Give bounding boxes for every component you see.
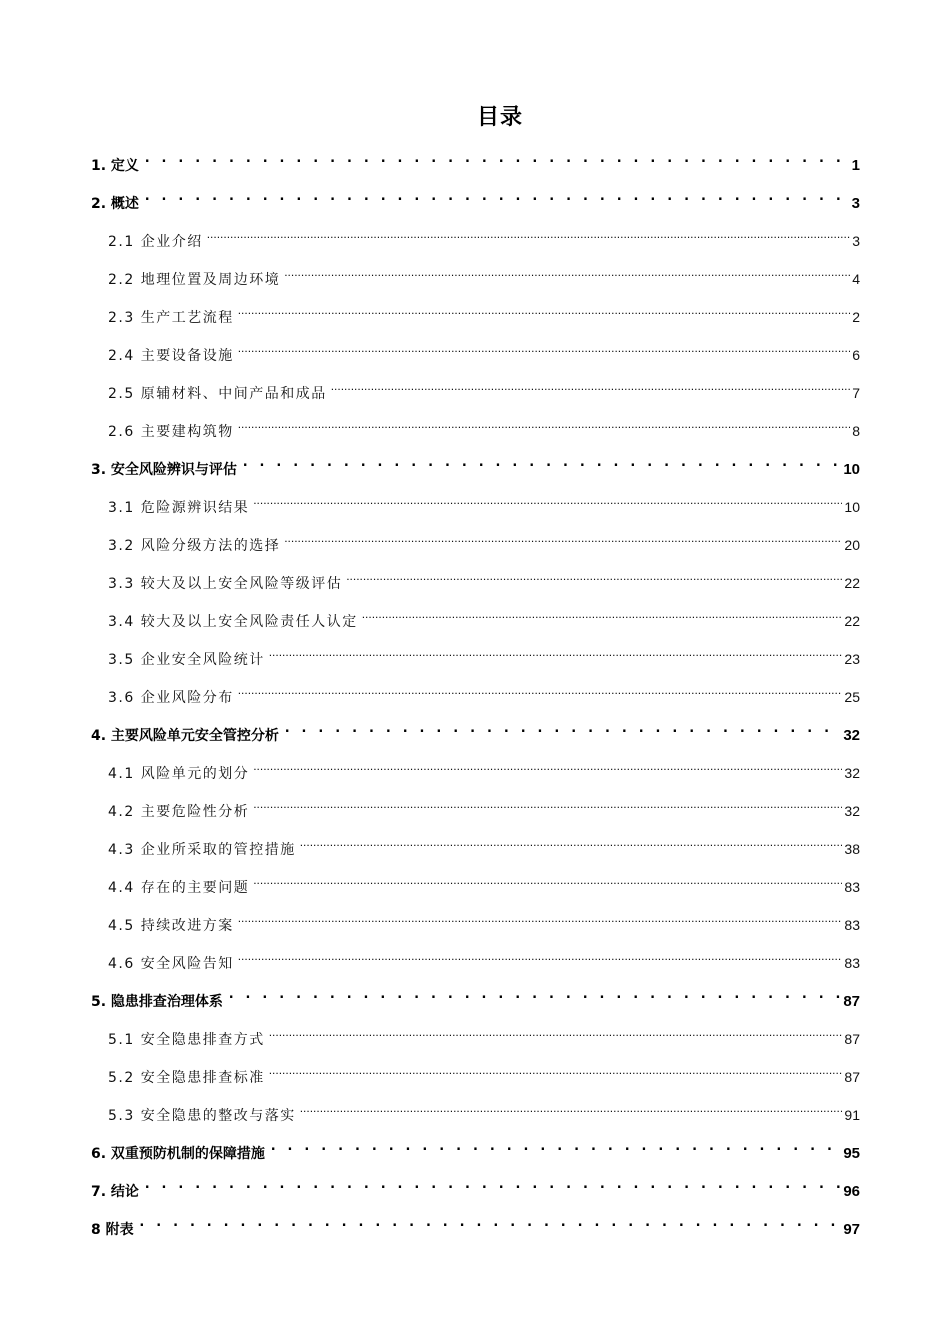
toc-dot-leader	[253, 792, 842, 816]
toc-entry[interactable]	[91, 1210, 860, 1238]
toc-page-number: 2	[852, 309, 860, 325]
toc-entry[interactable]	[108, 336, 860, 364]
toc-dot-leader	[300, 830, 843, 854]
toc-entry-title: 2.1 企业介绍	[108, 234, 203, 250]
toc-dot-leader	[138, 1210, 842, 1234]
toc-dot-leader	[238, 678, 843, 702]
toc-page-number: 91	[844, 1107, 860, 1123]
toc-entry-title: 4.1 风险单元的划分	[108, 766, 250, 782]
toc-entry-title: 2.5 原辅材料、中间产品和成品	[108, 386, 327, 402]
toc-entry[interactable]	[91, 716, 860, 744]
toc-page-number: 83	[844, 917, 860, 933]
toc-dot-leader	[207, 222, 850, 246]
toc-entry[interactable]	[91, 184, 860, 212]
toc-entry[interactable]	[108, 564, 860, 592]
toc-entry[interactable]	[108, 678, 860, 706]
toc-entry[interactable]	[108, 792, 860, 820]
toc-dot-leader	[300, 1096, 843, 1120]
toc-page-number: 87	[844, 1031, 860, 1047]
toc-dot-leader	[238, 412, 850, 436]
toc-entry[interactable]	[108, 868, 860, 896]
toc-page-number: 32	[844, 765, 860, 781]
toc-dot-leader	[143, 146, 850, 170]
toc-page-number: 4	[852, 271, 860, 287]
toc-dot-leader	[238, 298, 850, 322]
toc-entry-title: 4.2 主要危险性分析	[108, 804, 250, 820]
toc-page-number: 87	[843, 993, 860, 1010]
toc-page-number: 3	[851, 195, 860, 212]
toc-dot-leader	[284, 260, 850, 284]
toc-page-number: 95	[843, 1145, 860, 1162]
toc-entry-title: 2.4 主要设备设施	[108, 348, 234, 364]
toc-entry[interactable]	[108, 602, 860, 630]
toc-page-number: 7	[852, 385, 860, 401]
toc-page-number: 3	[852, 233, 860, 249]
toc-dot-leader	[238, 336, 850, 360]
toc-entry[interactable]	[108, 260, 860, 288]
toc-dot-leader	[238, 944, 843, 968]
toc-entry-title: 8 附表	[91, 1222, 134, 1238]
toc-entry[interactable]	[108, 906, 860, 934]
toc-entry[interactable]	[108, 298, 860, 326]
toc-dot-leader	[269, 1058, 843, 1082]
toc-entry-title: 2.3 生产工艺流程	[108, 310, 234, 326]
toc-entry[interactable]	[108, 1096, 860, 1124]
toc-entry-title: 3.1 危险源辨识结果	[108, 500, 250, 516]
toc-dot-leader	[238, 906, 843, 930]
toc-dot-leader	[269, 1020, 843, 1044]
toc-dot-leader	[241, 450, 841, 474]
toc-entry[interactable]	[108, 488, 860, 516]
toc-entry-title: 3.6 企业风险分布	[108, 690, 234, 706]
toc-entry-title: 1. 定义	[91, 158, 139, 174]
toc-entry[interactable]	[108, 222, 860, 250]
toc-entry-title: 2. 概述	[91, 196, 139, 212]
toc-dot-leader	[331, 374, 850, 398]
toc-entry-title: 2.2 地理位置及周边环境	[108, 272, 281, 288]
toc-entry[interactable]	[91, 1134, 860, 1162]
toc-page-number: 32	[843, 727, 860, 744]
toc-page-number: 22	[844, 613, 860, 629]
toc-dot-leader	[269, 640, 843, 664]
toc-page-number: 32	[844, 803, 860, 819]
toc-page-number: 22	[844, 575, 860, 591]
toc-page-number: 10	[843, 461, 860, 478]
toc-dot-leader	[269, 1134, 841, 1158]
toc-page-number: 10	[844, 499, 860, 515]
toc-entry-title: 3.5 企业安全风险统计	[108, 652, 265, 668]
toc-entry-title: 4.6 安全风险告知	[108, 956, 234, 972]
toc-dot-leader	[346, 564, 842, 588]
toc-entry[interactable]	[108, 1058, 860, 1086]
toc-dot-leader	[143, 184, 850, 208]
toc-entry[interactable]	[91, 1172, 860, 1200]
toc-page-number: 20	[844, 537, 860, 553]
toc-entry[interactable]	[91, 146, 860, 174]
toc-entry[interactable]	[108, 1020, 860, 1048]
toc-page-number: 97	[843, 1221, 860, 1238]
toc-dot-leader	[284, 526, 842, 550]
toc-page-number: 96	[843, 1183, 860, 1200]
toc-dot-leader	[362, 602, 843, 626]
toc-entry-title: 4.3 企业所采取的管控措施	[108, 842, 296, 858]
toc-entry-title: 5. 隐患排查治理体系	[91, 994, 223, 1010]
toc-dot-leader	[227, 982, 841, 1006]
toc-page-number: 6	[852, 347, 860, 363]
toc-entry[interactable]	[91, 982, 860, 1010]
toc-entry[interactable]	[91, 450, 860, 478]
toc-entry[interactable]	[108, 640, 860, 668]
toc-entry[interactable]	[108, 412, 860, 440]
toc-entry-title: 4. 主要风险单元安全管控分析	[91, 728, 279, 744]
toc-entry-title: 7. 结论	[91, 1184, 139, 1200]
toc-entry-title: 4.4 存在的主要问题	[108, 880, 250, 896]
toc-entry-title: 3.2 风险分级方法的选择	[108, 538, 281, 554]
toc-entry[interactable]	[108, 830, 860, 858]
toc-entry[interactable]	[108, 374, 860, 402]
toc-page-number: 87	[844, 1069, 860, 1085]
toc-dot-leader	[253, 868, 842, 892]
toc-entry[interactable]	[108, 526, 860, 554]
toc-dot-leader	[283, 716, 841, 740]
toc-dot-leader	[253, 754, 842, 778]
toc-page-number: 8	[852, 423, 860, 439]
toc-entry-title: 3.4 较大及以上安全风险责任人认定	[108, 614, 358, 630]
toc-page-number: 23	[844, 651, 860, 667]
toc-page-number: 25	[844, 689, 860, 705]
toc-entry-title: 3.3 较大及以上安全风险等级评估	[108, 576, 343, 592]
toc-entry-title: 5.1 安全隐患排查方式	[108, 1032, 265, 1048]
toc-entry-title: 5.2 安全隐患排查标准	[108, 1070, 265, 1086]
toc-page-number: 83	[844, 955, 860, 971]
toc-dot-leader	[253, 488, 842, 512]
toc-entry-title: 5.3 安全隐患的整改与落实	[108, 1108, 296, 1124]
toc-entry-title: 2.6 主要建构筑物	[108, 424, 234, 440]
toc-entry-title: 4.5 持续改进方案	[108, 918, 234, 934]
toc-title: 目录	[476, 105, 523, 130]
toc-page-number: 1	[851, 157, 860, 174]
toc-page-number: 83	[844, 879, 860, 895]
toc-dot-leader	[143, 1172, 841, 1196]
toc-page-number: 38	[844, 841, 860, 857]
toc-entry-title: 6. 双重预防机制的保障措施	[91, 1146, 265, 1162]
toc-entry[interactable]	[108, 944, 860, 972]
toc-entry-title: 3. 安全风险辨识与评估	[91, 462, 237, 478]
toc-entry[interactable]	[108, 754, 860, 782]
